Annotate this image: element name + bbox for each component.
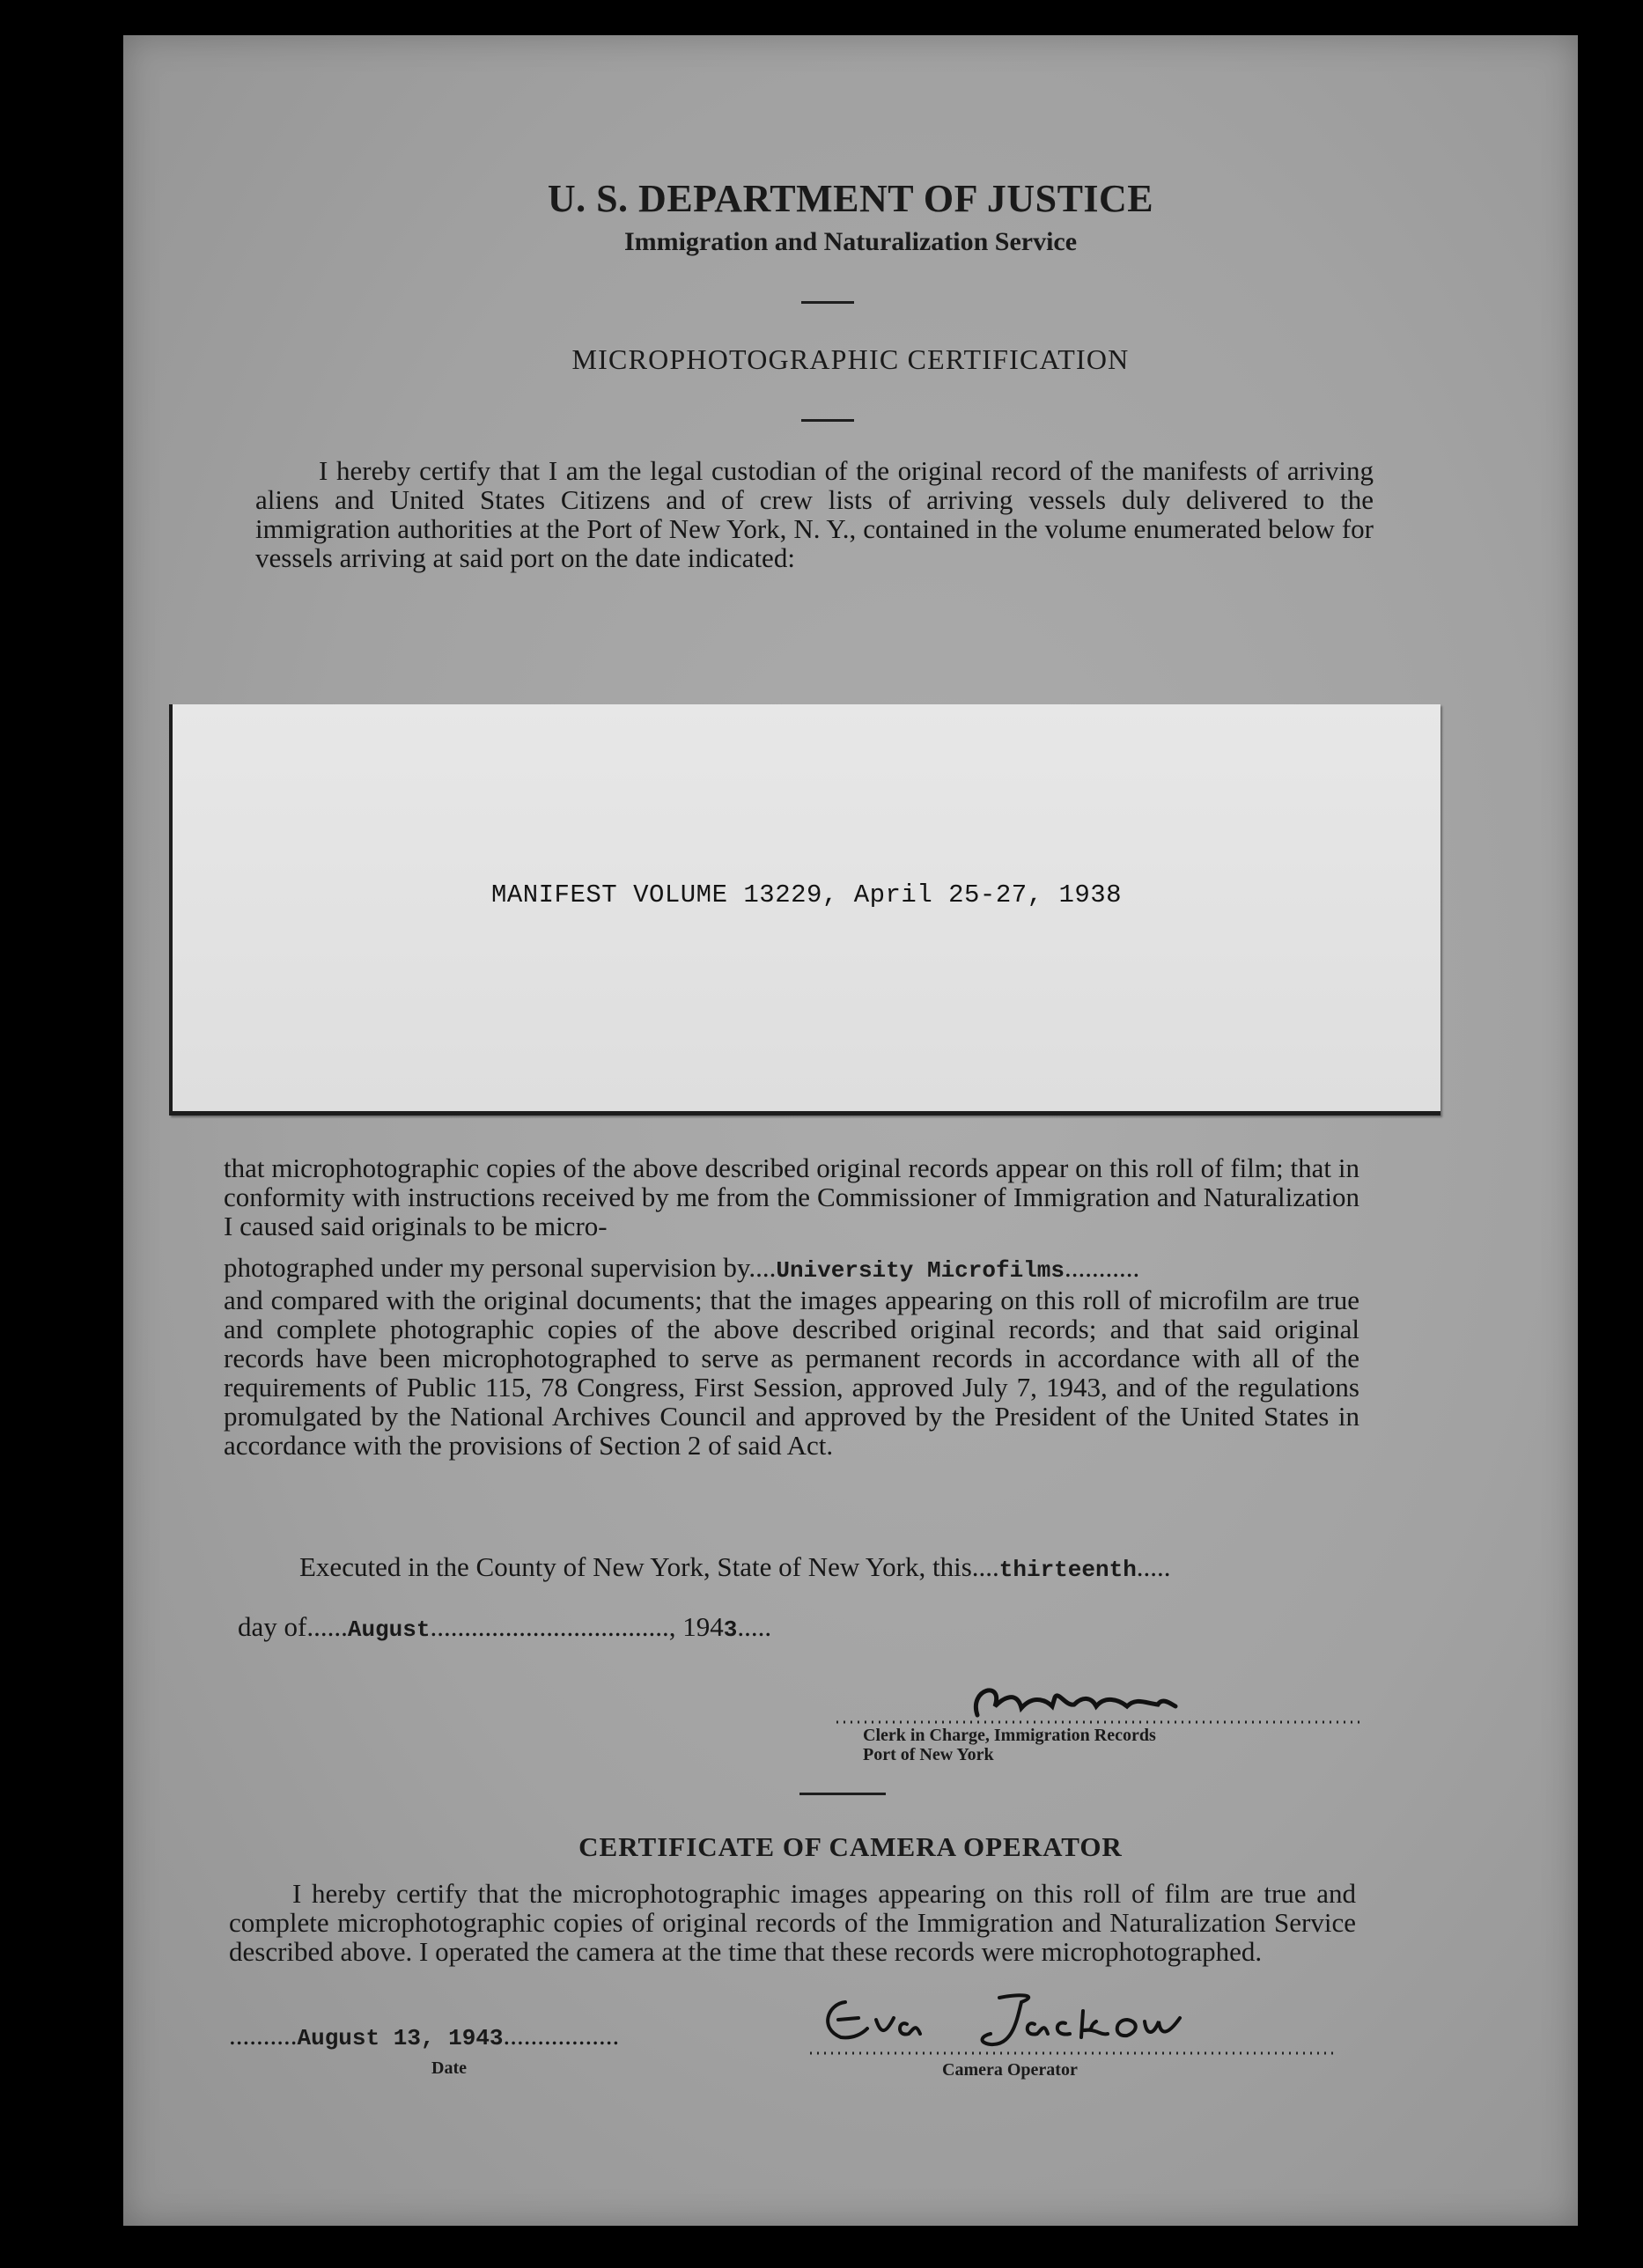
supervision-line: photographed under my personal supervision by....University Microfilms........... bbox=[224, 1252, 1140, 1284]
operator-signature-area bbox=[792, 1984, 1356, 2081]
divider-second bbox=[801, 419, 854, 422]
department-heading: U. S. DEPARTMENT OF JUSTICE bbox=[547, 177, 1154, 220]
clerk-title-line2: Port of New York bbox=[863, 1745, 994, 1764]
execution-day: thirteenth bbox=[998, 1557, 1137, 1583]
intro-paragraph: I hereby certify that I am the legal custodian of the original record of the manifests of arriving aliens and United States Citizens and of crew lists of arriving vessels duly delivered to the immigration authorities at the Port of New York, N. Y., contained in the volume enumerated below for vessels arriving at said port on the date indicated: bbox=[255, 455, 1374, 573]
clerk-signature-area bbox=[828, 1671, 1374, 1764]
execution-month: August bbox=[347, 1616, 431, 1643]
execution-prefix: Executed in the County of New York, State of New York, this bbox=[299, 1551, 972, 1582]
supervisor-name: University Microfilms bbox=[776, 1257, 1065, 1284]
execution-line: Executed in the County of New York, State of New York, this....thirteenth..... bbox=[299, 1551, 1171, 1583]
camera-operator-paragraph: I hereby certify that the microphotographic images appearing on this roll of film are true and complete microphotographic copies of original records of the Immigration and Naturalization Service described above. I operated the camera at the time that these records were microphotographed. bbox=[229, 1878, 1356, 1967]
execution-year-suffix: 3 bbox=[723, 1616, 738, 1643]
supervision-prefix: photographed under my personal supervision by bbox=[224, 1252, 749, 1283]
camera-date-value: August 13, 1943 bbox=[297, 2025, 504, 2051]
day-of-line: day of......August..................................., 1943..... bbox=[238, 1611, 772, 1643]
camera-operator-label: Camera Operator bbox=[942, 2060, 1078, 2080]
body-paragraph bbox=[224, 1153, 1359, 1460]
certificate-page bbox=[123, 35, 1578, 2226]
clerk-title-line1: Clerk in Charge, Immigration Records bbox=[863, 1726, 1156, 1745]
manifest-volume-text: MANIFEST VOLUME 13229, April 25-27, 1938 bbox=[490, 880, 1123, 909]
camera-operator-title: CERTIFICATE OF CAMERA OPERATOR bbox=[578, 1831, 1123, 1862]
day-of-label: day of bbox=[238, 1611, 307, 1642]
operator-signature-icon bbox=[792, 1984, 1356, 2055]
service-subheading: Immigration and Naturalization Service bbox=[623, 227, 1078, 256]
divider-third bbox=[799, 1793, 886, 1795]
clerk-signature-icon bbox=[828, 1671, 1374, 1724]
camera-date-label: Date bbox=[431, 2058, 467, 2078]
divider-top bbox=[801, 301, 854, 304]
body-lines-after: and compared with the original documents; that the images appearing on this roll of microfilm are true and complete photographic copies of the above described original records; and that said original records have been microphotographed to serve as permanent records in accordance with all of the requirements of Public 115, 78 Congress, First Session, approved July 7, 1943, and of the regulations promulgated by the National Archives Council and approved by the President of the United States in accordance with the provisions of Section 2 of said Act. bbox=[224, 1285, 1359, 1461]
certification-title: MICROPHOTOGRAPHIC CERTIFICATION bbox=[571, 343, 1130, 375]
manifest-volume-box bbox=[169, 704, 1440, 1116]
body-lines-before: that microphotographic copies of the above described original records appear on this roll of film; that in conformity with instructions received by me from the Commissioner of Immigration and Naturalization I caused said originals to be micro- bbox=[224, 1152, 1359, 1241]
execution-year-prefix: , 194 bbox=[668, 1611, 724, 1642]
camera-date-line: ..........August 13, 1943................. bbox=[229, 2020, 620, 2051]
